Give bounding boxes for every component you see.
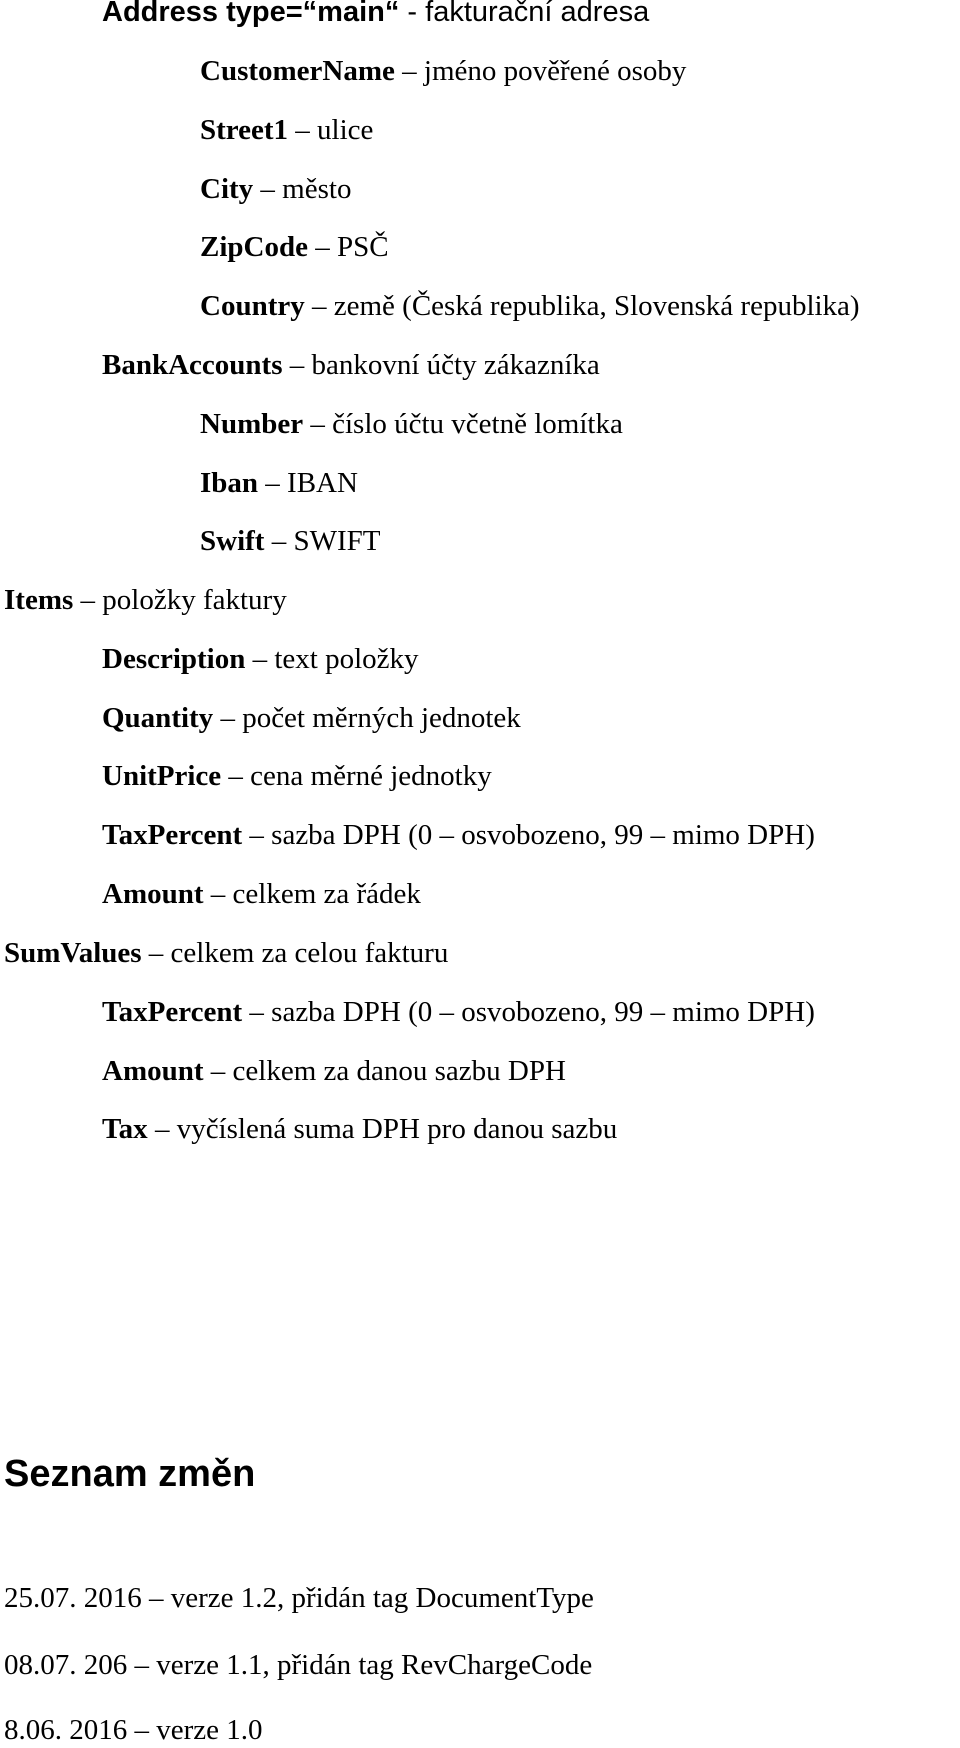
field-amount-item xyxy=(102,876,421,912)
field-key: Street1 xyxy=(200,114,289,146)
changelog-entry: 25.07. 2016 – verze 1.2, přidán tag DocumentType xyxy=(4,1582,594,1614)
field-separator: – xyxy=(303,408,333,440)
field-separator: – xyxy=(213,702,243,734)
field-separator: – xyxy=(73,584,103,616)
field-key: Tax xyxy=(102,1113,148,1145)
field-iban xyxy=(200,465,358,501)
field-separator: – xyxy=(203,878,233,910)
field-key: BankAccounts xyxy=(102,349,283,381)
field-key: Number xyxy=(200,408,304,440)
field-city xyxy=(200,171,351,207)
field-tax xyxy=(102,1111,617,1147)
field-key: TaxPercent xyxy=(102,819,243,851)
field-key: Iban xyxy=(200,467,259,499)
field-separator: – xyxy=(394,55,424,87)
field-description: SWIFT xyxy=(293,525,381,557)
field-separator: – xyxy=(141,937,171,969)
field-items xyxy=(4,582,287,618)
field-separator: – xyxy=(258,467,288,499)
field-description: položky faktury xyxy=(102,584,287,616)
field-separator: – xyxy=(288,114,318,146)
field-zipcode xyxy=(200,229,389,265)
field-separator: – xyxy=(253,173,283,205)
field-description: číslo účtu včetně lomítka xyxy=(332,408,623,440)
field-address-type xyxy=(102,0,649,30)
field-description: město xyxy=(282,173,352,205)
field-description: ulice xyxy=(317,114,374,146)
field-separator: - xyxy=(399,0,426,28)
field-separator: – xyxy=(304,290,334,322)
field-quantity xyxy=(102,700,521,736)
field-street1 xyxy=(200,112,373,148)
changelog-heading: Seznam změn xyxy=(4,1453,256,1495)
field-country xyxy=(200,288,860,324)
field-amount-sum xyxy=(102,1053,566,1089)
field-key: CustomerName xyxy=(200,55,395,87)
field-description: PSČ xyxy=(336,231,389,263)
field-description: celkem za celou fakturu xyxy=(170,937,449,969)
field-key: City xyxy=(200,173,254,205)
field-separator: – xyxy=(245,643,275,675)
field-key: Quantity xyxy=(102,702,214,734)
field-separator: – xyxy=(221,760,251,792)
field-key: TaxPercent xyxy=(102,996,243,1028)
field-separator: – xyxy=(264,525,294,557)
field-description: cena měrné jednotky xyxy=(250,760,492,792)
field-key: Country xyxy=(200,290,305,322)
field-tax-percent-item xyxy=(102,817,815,853)
field-key: UnitPrice xyxy=(102,760,222,792)
field-customer-name xyxy=(200,53,686,89)
field-description: sazba DPH (0 – osvobozeno, 99 – mimo DPH) xyxy=(271,819,815,851)
field-key: Amount xyxy=(102,878,204,910)
field-key: Description xyxy=(102,643,246,675)
field-description: celkem za řádek xyxy=(232,878,421,910)
field-description: sazba DPH (0 – osvobozeno, 99 – mimo DPH) xyxy=(271,996,815,1028)
field-description: fakturační adresa xyxy=(425,0,650,28)
field-sum-values xyxy=(4,935,448,971)
field-key: Amount xyxy=(102,1055,204,1087)
field-separator: – xyxy=(242,996,272,1028)
field-description-item xyxy=(102,641,419,677)
field-description: jméno pověřené osoby xyxy=(423,55,687,87)
field-key: ZipCode xyxy=(200,231,308,263)
field-description: bankovní účty zákazníka xyxy=(311,349,600,381)
field-number xyxy=(200,406,623,442)
field-description: text položky xyxy=(274,643,419,675)
field-description: celkem za danou sazbu DPH xyxy=(232,1055,566,1087)
field-tax-percent-sum xyxy=(102,994,815,1030)
field-swift xyxy=(200,523,380,559)
field-description: země (Česká republika, Slovenská republika) xyxy=(333,290,860,322)
field-description: vyčíslená suma DPH pro danou sazbu xyxy=(176,1113,618,1145)
field-description: IBAN xyxy=(287,467,358,499)
field-key: SumValues xyxy=(4,937,142,969)
field-separator: – xyxy=(203,1055,233,1087)
field-separator: – xyxy=(307,231,337,263)
field-separator: – xyxy=(242,819,272,851)
field-unit-price xyxy=(102,758,492,794)
field-description: počet měrných jednotek xyxy=(242,702,521,734)
field-key: Items xyxy=(4,584,74,616)
field-separator: – xyxy=(282,349,312,381)
field-key: Address type=“main“ xyxy=(102,0,400,28)
field-bank-accounts xyxy=(102,347,600,383)
field-key: Swift xyxy=(200,525,265,557)
field-separator: – xyxy=(147,1113,177,1145)
changelog-entry: 08.07. 206 – verze 1.1, přidán tag RevChargeCode xyxy=(4,1649,593,1681)
changelog-entry: 8.06. 2016 – verze 1.0 xyxy=(4,1714,263,1746)
